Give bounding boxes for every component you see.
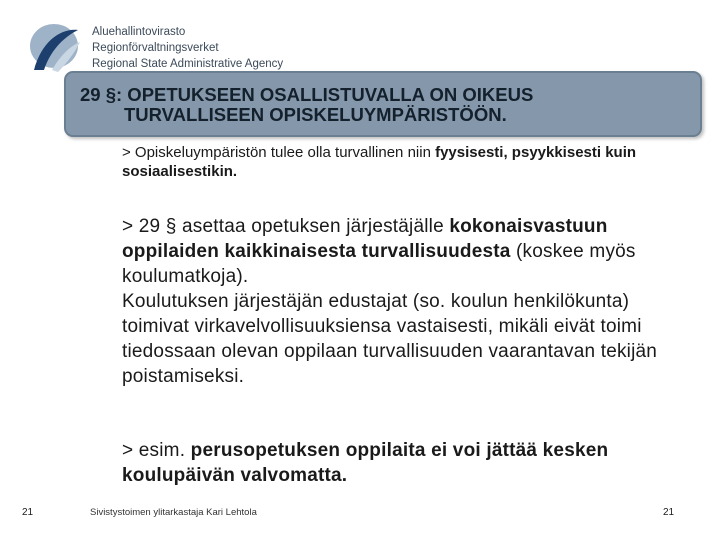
bullet-2-main [122,214,662,289]
slide-title-line2: TURVALLISEEN OPISKELUYMPÄRISTÖÖN. [124,104,507,125]
agency-name-en: Regional State Administrative Agency [92,58,284,70]
slide-title-line1: 29 §: OPETUKSEEN OSALLISTUVALLA ON OIKEUS [80,84,534,105]
bullet-3-text: > esim. [122,440,191,461]
footer-author: Sivistystoimen ylitarkastaja Kari Lehtola [90,507,257,518]
bullet-3-emphasis: perusopetuksen oppilaita ei voi jättää kesken koulupäivän valvomatta. [122,440,609,486]
bullet-3 [122,438,662,488]
bullet-2-note: (koskee myös koulumatkoja). [122,241,636,287]
slide-title [80,85,692,125]
bullet-1 [122,143,662,181]
agency-logo [22,20,82,76]
agency-name [92,24,283,72]
agency-name-fi: Aluehallintovirasto [92,26,186,38]
bullet-2-paragraph: Koulutuksen järjestäjän edustajat (so. koulun henkilökunta) toimivat virkavelvollisuuksiensa vastaisesti, mikäli eivät toimi tiedossaan olevan oppilaan turvallisuuden vaarantavan tekijän poistamiseksi. [122,291,658,387]
bullet-2-emphasis: kokonaisvastuun oppilaiden kaikkinaisesta turvallisuudesta [122,216,608,262]
bullet-2-text: > 29 § asettaa opetuksen järjestäjälle [122,216,450,237]
bullet-1-emphasis: fyysisesti, psyykkisesti kuin sosiaalisestikin. [122,144,637,180]
slide-number-left: 21 [22,507,34,518]
agency-name-sv: Regionförvaltningsverket [92,42,219,54]
slide-number-right: 21 [663,507,675,518]
bullet-2 [122,214,662,389]
bullet-1-text: > Opiskeluympäristön tulee olla turvallinen niin [122,144,436,161]
